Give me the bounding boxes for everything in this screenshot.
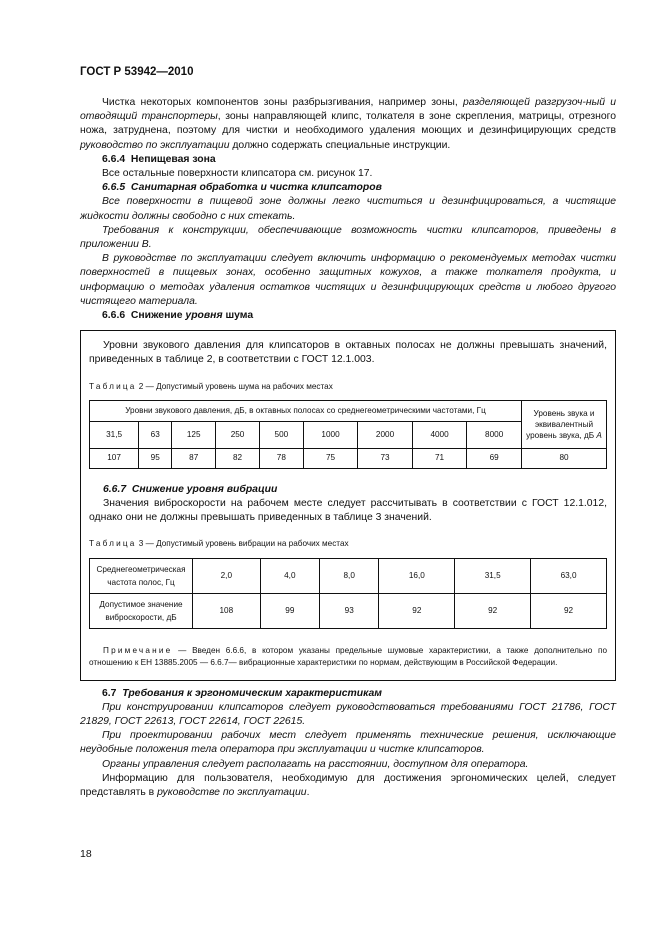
section-6-7-p2: При проектировании рабочих мест следует применять технические решения, исключающие неудобные положения тела оператора при эксплуатации и чистке клипсаторов. [80,730,616,756]
value-cell: 69 [467,448,522,468]
table-3-row-2-label: Допустимое значение виброскорости, дБ [90,593,193,628]
table-2-header-level: Уровень звука и эквивалентный уровень звука, дБ А [522,400,607,448]
value-cell: 82 [216,448,260,468]
table-3-cell: 93 [320,593,379,628]
value-cell: 71 [412,448,467,468]
section-6-6-7-heading: 6.6.7 Снижение уровня вибрации [103,483,278,495]
table-3-cell: 31,5 [455,558,531,593]
section-6-7-p1: При конструировании клипсаторов следует руководствоваться требованиями ГОСТ 21786, ГОСТ 21829, ГОСТ 22613, ГОСТ 22614, ГОСТ 22615. [80,701,616,728]
section-6-6-5-p1: Все поверхности в пищевой зоне должны легко чиститься и дезинфицироваться, а чистящие жидкости должны свободно с них стекать. [80,196,616,222]
freq-cell: 125 [172,421,216,448]
table-3-cell: 92 [531,593,607,628]
table-3-cell: 99 [260,593,319,628]
section-6-6-5-heading: 6.6.5 Санитарная обработка и чистка клипсаторов [102,182,382,194]
table-3-caption: Таблица 3 — Допустимый уровень вибрации на рабочих местах [89,539,349,549]
level-cell: 80 [522,448,607,468]
table-2-caption: Таблица 2 — Допустимый уровень шума на рабочих местах [89,381,333,391]
freq-cell: 8000 [467,421,522,448]
table-2-noise-levels [89,400,607,469]
table-3-cell: 8,0 [320,558,379,593]
table-3-row-1-label: Среднегеометрическая частота полос, Гц [90,558,193,593]
table-2-header-main: Уровни звукового давления, дБ, в октавных полосах со среднегеометрическими частотами, Гц [90,400,522,421]
document-body [80,96,616,800]
section-6-6-6-heading: 6.6.6 Снижение уровня шума [102,310,254,322]
value-cell: 95 [139,448,172,468]
section-6-7-p3: Органы управления следует располагать на расстоянии, доступном для оператора. [102,758,529,770]
document-code-header: ГОСТ Р 53942—2010 [80,66,194,78]
section-6-6-5-p3: В руководстве по эксплуатации следует включить информацию о рекомендуемых методах чистки поверхностей в пищевых зонах, особенно защитных кожухов, а также толкателя продукта, и информацию о методах удаления остатков чистящих и дезинфицирующих средств и любого другого чистящего материала. [80,253,616,307]
table-3-cell: 92 [455,593,531,628]
value-cell: 107 [90,448,139,468]
freq-cell: 250 [216,421,260,448]
section-6-6-7-text: Значения виброскорости на рабочем месте следует рассчитывать в соответствии с ГОСТ 12.1.012, однако они не должны превышать приведенных в таблице 3 значений. [89,498,607,524]
freq-cell: 4000 [412,421,467,448]
section-6-7-p4: Информацию для пользователя, необходимую для достижения эргономических целей, следует представлять в руководстве по эксплуатации. [80,772,616,799]
note-paragraph: Примечание — Введен 6.6.6, в котором указаны предельные шумовые характеристики, а также дополнительно по отношению к ЕН 13885.2005 — 6.6.7— вибрационные характеристики по нормам, действующим в Российской Федерации. [89,645,607,668]
intro-paragraph: Чистка некоторых компонентов зоны разбрызгивания, например зоны, разделяющей разгрузоч-ный и отводящий транспортеры, зоны направляющей клипс, толкателя в зоне скрепления, матрицы, отрезного ножа, затруднена, поэтому для чистки и необходимого удаления моющих и дезинфицирующих средств руководство по эксплуатации должно содержать специальные инструкции. [80,97,616,151]
section-6-6-4-heading: 6.6.4 Непищевая зона [102,153,216,165]
table-3-cell: 63,0 [531,558,607,593]
freq-cell: 2000 [358,421,413,448]
framed-insert-box [80,330,616,680]
value-cell: 87 [172,448,216,468]
table-3-cell: 2,0 [193,558,261,593]
table-3-vibration-levels [89,558,607,629]
value-cell: 75 [303,448,358,468]
section-6-6-5-p2: Требования к конструкции, обеспечивающие возможность чистки клипсаторов, приведены в приложении В. [80,224,616,251]
freq-cell: 31,5 [90,421,139,448]
value-cell: 73 [358,448,413,468]
table-3-cell: 4,0 [260,558,319,593]
table-3-cell: 108 [193,593,261,628]
value-cell: 78 [259,448,303,468]
freq-cell: 500 [259,421,303,448]
table-3-cell: 92 [379,593,455,628]
noise-requirement-text: Уровни звукового давления для клипсаторов в октавных полосах не должны превышать значений, приведенных в таблице 2, в соответствии с ГОСТ 12.1.003. [89,340,607,366]
freq-cell: 63 [139,421,172,448]
section-6-7-heading: 6.7 Требования к эргономическим характеристикам [102,687,382,699]
section-6-6-4-text: Все остальные поверхности клипсатора см. рисунок 17. [102,168,373,180]
page-number: 18 [80,848,92,860]
freq-cell: 1000 [303,421,358,448]
table-3-cell: 16,0 [379,558,455,593]
